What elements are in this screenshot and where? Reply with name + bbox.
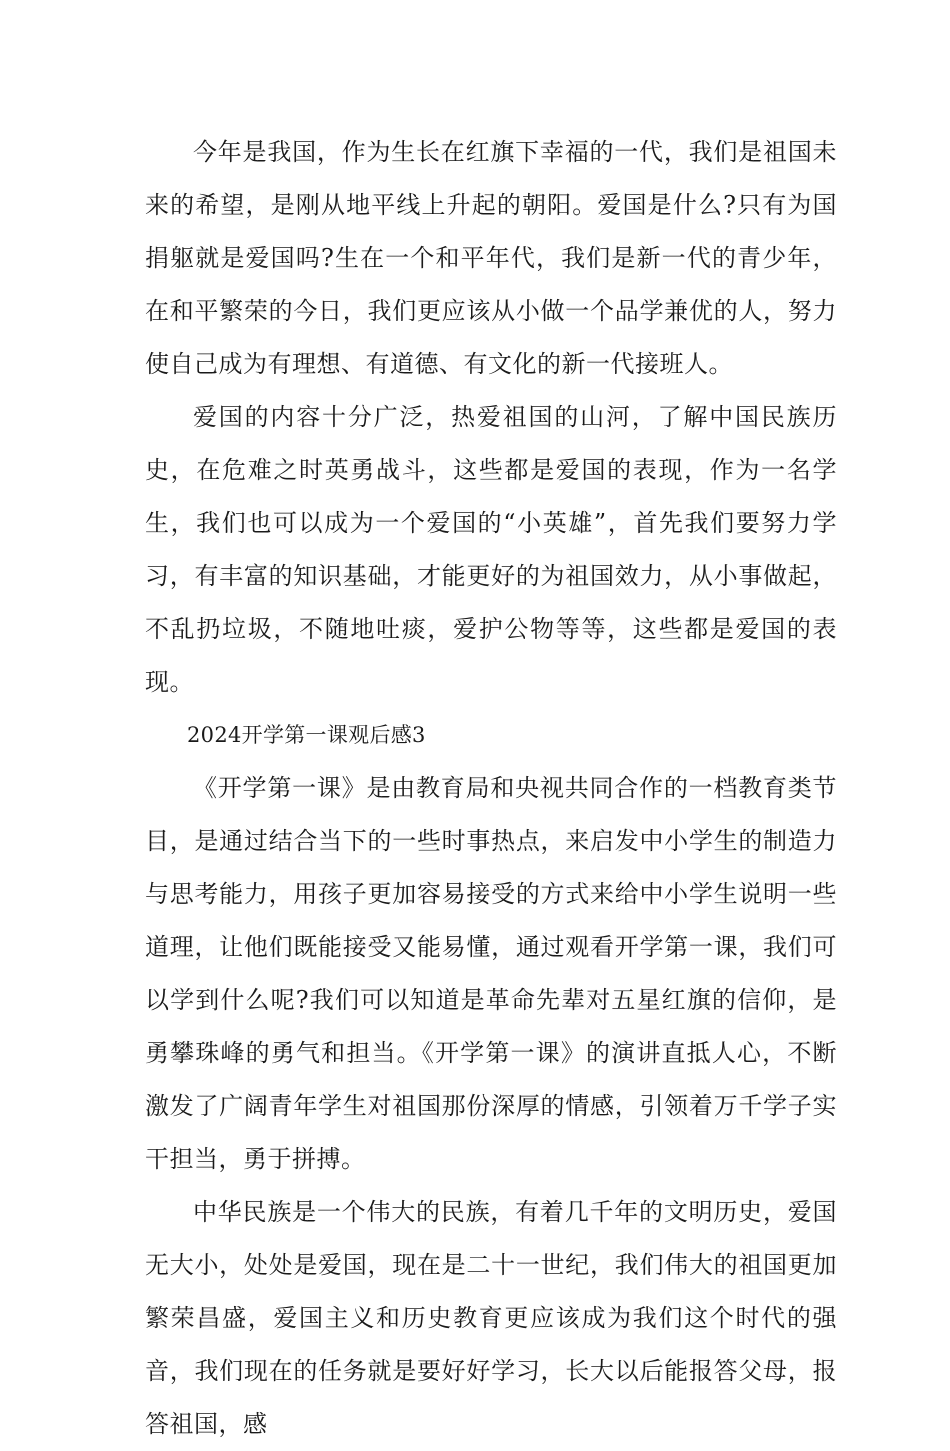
paragraph-3: 《开学第一课》是由教育局和央视共同合作的一档教育类节目，是通过结合当下的一些时事热点，来启发中小学生的制造力与思考能力，用孩子更加容易接受的方式来给中小学生说明一些道理，让他们既能接受又能易懂，通过观看开学第一课，我们可以学到什么呢?我们可以知道是革命先辈对五星红旗的信仰，是勇攀珠峰的勇气和担当。《开学第一课》的演讲直抵人心，不断激发了广阔青年学生对祖国那份深厚的情感，引领着万千学子实干担当，勇于拼搏。: [145, 774, 837, 1173]
paragraph-1: 今年是我国，作为生长在红旗下幸福的一代，我们是祖国未来的希望，是刚从地平线上升起的朝阳。爱国是什么?只有为国捐躯就是爱国吗?生在一个和平年代，我们是新一代的青少年，在和平繁荣的今日，我们更应该从小做一个品学兼优的人，努力使自己成为有理想、有道德、有文化的新一代接班人。: [145, 138, 837, 378]
document-body: [145, 126, 837, 1451]
paragraph-4: 中华民族是一个伟大的民族，有着几千年的文明历史，爱国无大小，处处是爱国，现在是二十一世纪，我们伟大的祖国更加繁荣昌盛，爱国主义和历史教育更应该成为我们这个时代的强音，我们现在的任务就是要好好学习，长大以后能报答父母，报答祖国，感: [145, 1198, 837, 1438]
paragraph-2: 爱国的内容十分广泛，热爱祖国的山河，了解中国民族历史，在危难之时英勇战斗，这些都是爱国的表现，作为一名学生，我们也可以成为一个爱国的“小英雄”，首先我们要努力学习，有丰富的知识基础，才能更好的为祖国效力，从小事做起，不乱扔垃圾，不随地吐痰，爱护公物等等，这些都是爱国的表现。: [145, 403, 837, 696]
section-heading: 2024开学第一课观后感3: [187, 723, 426, 747]
